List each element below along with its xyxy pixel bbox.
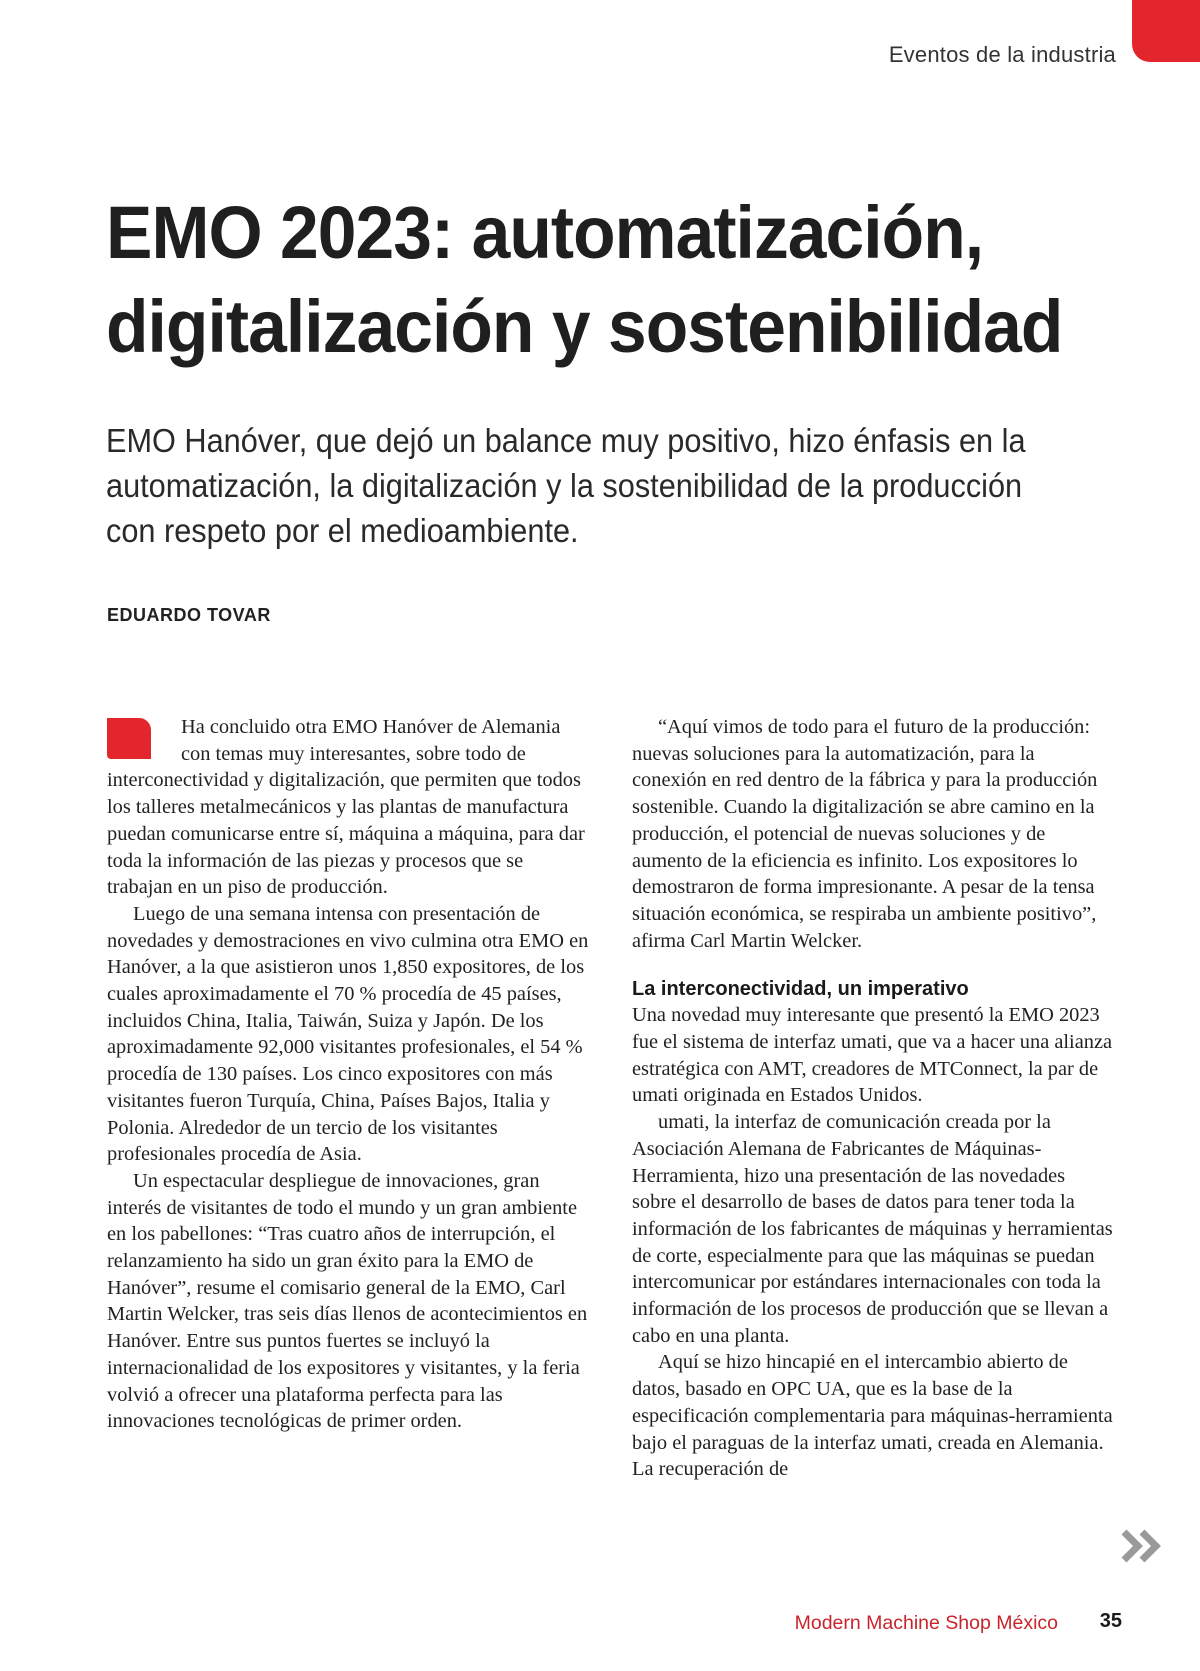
article-title bbox=[106, 186, 1065, 374]
section-corner-tab bbox=[1132, 0, 1200, 62]
quote-paragraph: “Aquí vimos de todo para el futuro de la producción: nuevas soluciones para la automatización, para la conexión en red dentro de la fábrica y para la producción sostenible. Cuando la digitalización se abre camino en la producción, el potencial de nuevas soluciones y de aumento de la eficiencia es infinito. Los expositores lo demostraron de forma impresionante. A pesar de la tensa situación económica, se respiraba un ambiente positivo”, afirma Carl Martin Welcker. bbox=[632, 716, 1098, 952]
title-line-1: EMO 2023: automatización, bbox=[106, 191, 984, 274]
body-paragraph: Una novedad muy interesante que presentó la EMO 2023 fue el sistema de interfaz umati, que va a hacer una alianza estratégica con AMT, creadores de MTConnect, la par de umati originada en Estados Unidos. bbox=[632, 1004, 1113, 1107]
body-paragraph: Aquí se hizo hincapié en el intercambio abierto de datos, basado en OPC UA, que es la base de la especificación complementaria para máquinas-herramienta bajo el paraguas de la interfaz umati, creada en Alemania. La recuperación de bbox=[632, 1351, 1113, 1481]
author-byline: EDUARDO TOVAR bbox=[107, 605, 271, 625]
double-chevron-right-icon bbox=[1120, 1528, 1166, 1564]
title-line-2: digitalización y sostenibilidad bbox=[106, 285, 1063, 368]
body-paragraph: Ha concluido otra EMO Hanóver de Alemania con temas muy interesantes, sobre todo de interconectividad y digitalización, que permiten que todos los talleres metalmecánicos y las plantas de manufactura puedan comunicarse entre sí, máquina a máquina, para dar toda la información de las piezas y procesos que se trabajan en un piso de producción. bbox=[107, 716, 585, 899]
article-dek: EMO Hanóver, que dejó un balance muy positivo, hizo énfasis en la automatización, la digitalización y la sostenibilidad de la producción con respeto por el medioambiente. bbox=[106, 422, 1026, 549]
body-paragraph: umati, la interfaz de comunicación creada por la Asociación Alemana de Fabricantes de Máquinas-Herramienta, hizo una presentación de las novedades sobre el desarrollo de bases de datos para tener toda la información de los fabricantes de máquinas y herramientas de corte, especialmente para que las máquinas se puedan intercomunicar por estándares internacionales con toda la información de los procesos de producción que se llevan a cabo en una planta. bbox=[632, 1111, 1113, 1347]
article-column-right bbox=[632, 714, 1114, 1483]
opening-marker bbox=[107, 718, 151, 759]
section-subhead: La interconectividad, un imperativo bbox=[632, 978, 969, 1001]
page-number: 35 bbox=[1099, 1610, 1122, 1632]
body-paragraph: Luego de una semana intensa con presentación de novedades y demostraciones en vivo culmina otra EMO en Hanóver, a la que asistieron unos 1,850 expositores, de los cuales aproximadamente el 70 % procedía de 45 países, incluidos China, Italia, Taiwán, Suiza y Japón. De los aproximadamente 92,000 visitantes profesionales, el 54 % procedía de 130 países. Los cinco expositores con más visitantes fueron Turquía, China, Países Bajos, Italia y Polonia. Alrededor de un tercio de los visitantes profesionales procedía de Asia. bbox=[107, 902, 589, 1166]
section-label: Eventos de la industria bbox=[888, 42, 1116, 67]
body-paragraph: Un espectacular despliegue de innovaciones, gran interés de visitantes de todo el mundo y un gran ambiente en los pabellones: “Tras cuatro años de interrupción, el relanzamiento ha sido un gran éxito para la EMO de Hanóver”, resume el comisario general de la EMO, Carl Martin Welcker, tras seis días llenos de acontecimientos en Hanóver. Entre sus puntos fuertes se incluyó la internacionalidad de los expositores y visitantes, y la feria volvió a ofrecer una plataforma perfecta para las innovaciones tecnológicas de primer orden. bbox=[107, 1169, 588, 1433]
magazine-name: Modern Machine Shop México bbox=[794, 1612, 1058, 1634]
article-column-left bbox=[107, 714, 589, 1435]
